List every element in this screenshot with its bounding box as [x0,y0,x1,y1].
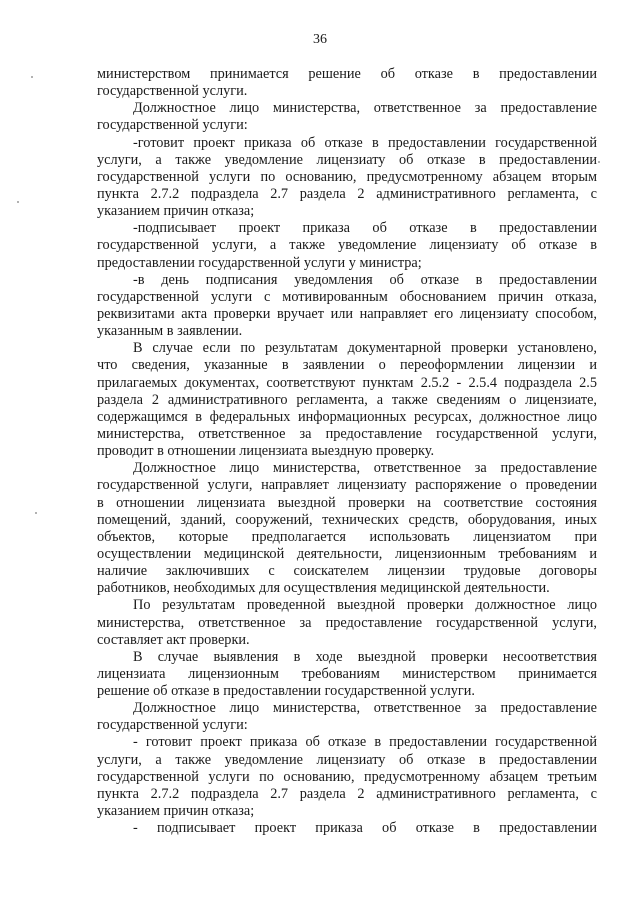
paragraph-line: министерства, ответственное за предоставление государственной услуги, [97,614,597,631]
paragraph-line: - подписывает проект приказа об отказе в предоставлении [133,820,597,837]
paragraph [97,66,597,100]
paragraph-line: решение об отказе в предоставлении государственной услуги. [97,683,475,700]
paragraph-line: По результатам проведенной выездной проверки должностное лицо [133,597,597,614]
paragraph-line: государственной услуги, направляет лицензиату распоряжение о проведении [97,477,597,494]
paragraph-line: в отношении лицензиата выездной проверки на соответствие состояния [97,494,597,511]
paragraph-line: государственной услуги, а также уведомление лицензиату об отказе в [97,237,597,254]
paragraph [97,734,597,820]
paragraph-line: пункта 2.7.2 подраздела 2.7 раздела 2 административного регламента, с [97,185,597,202]
scan-speck [17,201,19,203]
paragraph-line: Должностное лицо министерства, ответственное за предоставление [133,700,597,717]
paragraph-line: государственной услуги с мотивированным обоснованием причин отказа, [97,288,597,305]
paragraph [97,220,597,271]
paragraph-line: - готовит проект приказа об отказе в предоставлении государственной [133,734,597,751]
paragraph-line: указанием причин отказа; [97,803,255,820]
paragraph-line: реквизитами акта проверки вручает или направляет его лицензиату способом, [97,305,597,322]
paragraph-line: составляет акт проверки. [97,631,250,648]
paragraph [97,700,597,734]
paragraph-line: содержащимся в федеральных информационных ресурсах, должностное лицо [97,408,597,425]
paragraph-line: осуществлении медицинской деятельности, лицензионным требованиям и [97,545,597,562]
paragraph-line: государственной услуги: [97,117,248,134]
paragraph [97,597,597,648]
paragraph-line: В случае выявления в ходе выездной проверки несоответствия [133,648,597,665]
document-body [97,66,597,837]
paragraph-line: -готовит проект приказа об отказе в предоставлении государственной [133,134,597,151]
paragraph-line: помещений, зданий, сооружений, технических средств, оборудования, иных [97,511,597,528]
paragraph-line: министерства, ответственное за предоставление государственной услуги, [97,425,597,442]
paragraph-line: государственной услуги по основанию, предусмотренному абзацем третьим [97,768,597,785]
paragraph-line: услуги, а также уведомление лицензиату об отказе в предоставлении [97,151,597,168]
paragraph-line: предоставлении государственной услуги у министра; [97,254,422,271]
paragraph-line: наличие заключивших с соискателем лицензии трудовые договоры [97,563,597,580]
paragraph [97,460,597,597]
paragraph-line: что сведения, указанные в заявлении о переоформлении лицензии и [97,357,597,374]
paragraph [97,820,597,837]
paragraph-line: пункта 2.7.2 подраздела 2.7 раздела 2 административного регламента, с [97,785,597,802]
paragraph [97,340,597,460]
paragraph-line: В случае если по результатам документарной проверки установлено, [133,340,597,357]
paragraph-line: Должностное лицо министерства, ответственное за предоставление [133,100,597,117]
scan-speck [598,161,600,163]
scan-speck [31,76,33,78]
paragraph-line: указанным в заявлении. [97,323,243,340]
paragraph-line: -подписывает проект приказа об отказе в предоставлении [133,220,597,237]
paragraph-line: министерством принимается решение об отказе в предоставлении [97,66,597,82]
paragraph-line: проводит в отношении лицензиата выездную проверку. [97,443,435,460]
page-number: 36 [313,32,327,47]
paragraph-line: государственной услуги: [97,717,248,734]
scan-speck [35,512,37,514]
paragraph-line: раздела 2 административного регламента, а также сведениям о лицензиате, [97,391,597,408]
paragraph-line: государственной услуги по основанию, предусмотренному абзацем вторым [97,168,597,185]
paragraph [97,272,597,341]
paragraph-line: прилагаемых документах, соответствуют пунктам 2.5.2 - 2.5.4 подраздела 2.5 [97,374,597,391]
paragraph-line: -в день подписания уведомления об отказе в предоставлении [133,271,597,288]
paragraph [97,649,597,700]
paragraph [97,100,597,134]
paragraph-line: Должностное лицо министерства, ответственное за предоставление [133,460,597,477]
paragraph-line: объектов, которые предполагается использовать лицензиатом при [97,528,597,545]
paragraph-line: указанием причин отказа; [97,203,255,220]
paragraph-line: услуги, а также уведомление лицензиату об отказе в предоставлении [97,751,597,768]
paragraph [97,135,597,221]
paragraph-line: работников, необходимых для осуществления медицинской деятельности. [97,580,550,597]
paragraph-line: государственной услуги. [97,83,248,100]
paragraph-line: лицензиата лицензионным требованиям министерством принимается [97,665,597,682]
